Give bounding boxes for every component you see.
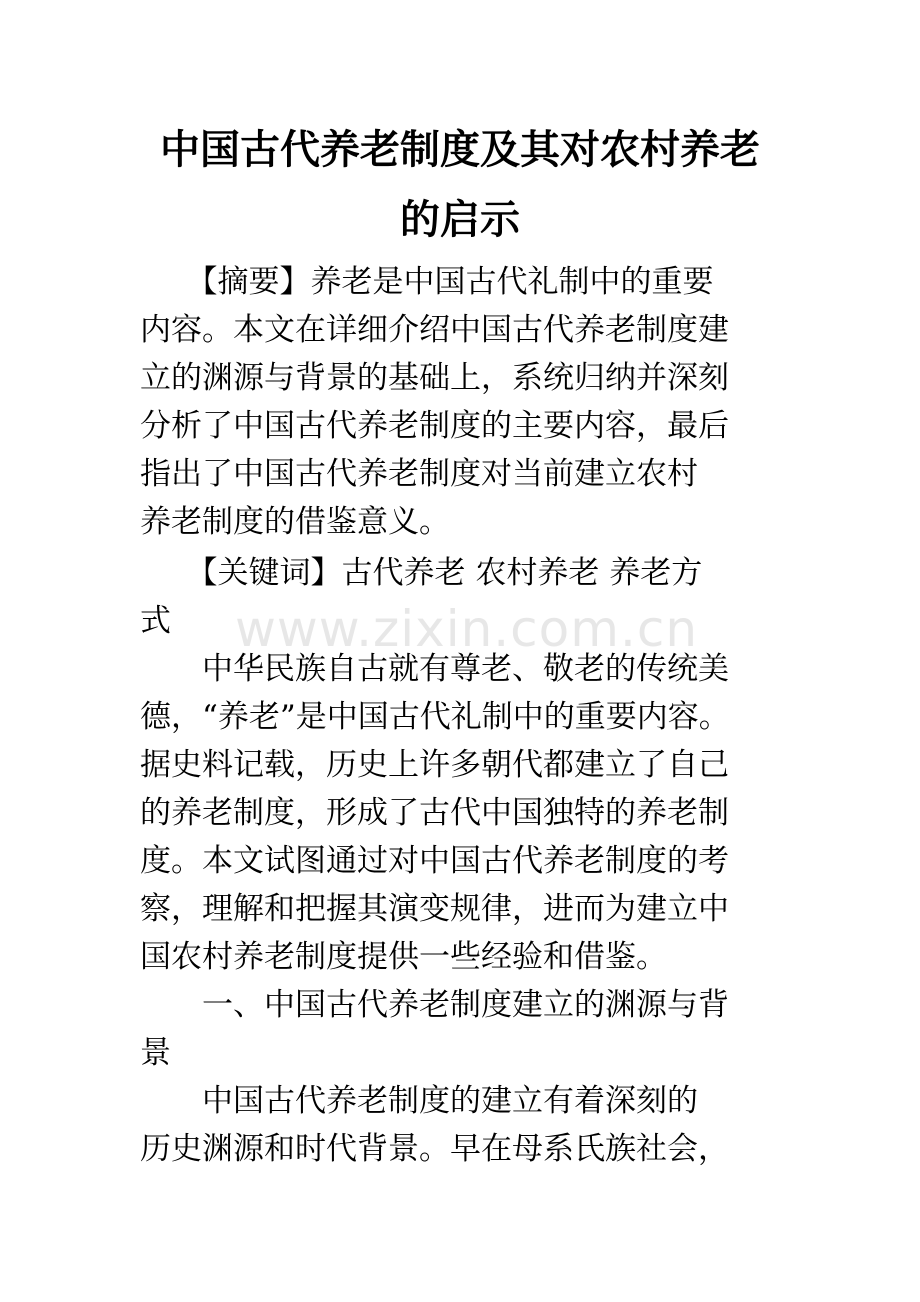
body-line: 中华民族自古就有尊老、敬老的传统美 <box>140 651 729 687</box>
body-line: 中国古代养老制度的建立有着深刻的 <box>140 1083 698 1119</box>
abstract-line: 指出了中国古代养老制度对当前建立农村 <box>140 456 698 492</box>
body-line: 的养老制度，形成了古代中国独特的养老制 <box>140 795 729 831</box>
watermark: www.zixin.com.cn <box>235 600 699 658</box>
body-line: 度。本文试图通过对中国古代养老制度的考 <box>140 843 729 879</box>
abstract-line: 内容。本文在详细介绍中国古代养老制度建 <box>140 312 729 348</box>
section-heading-line: 一、中国古代养老制度建立的渊源与背 <box>140 987 729 1023</box>
abstract-line: 立的渊源与背景的基础上，系统归纳并深刻 <box>140 360 729 396</box>
abstract-line: 养老制度的借鉴意义。 <box>140 504 450 540</box>
body-line: 察，理解和把握其演变规律，进而为建立中 <box>140 891 729 927</box>
document-title-line-2: 的启示 <box>400 197 520 243</box>
abstract-line: 【摘要】养老是中国古代礼制中的重要 <box>140 264 714 300</box>
keywords-line: 式 <box>140 603 171 639</box>
document-title-line-1: 中国古代养老制度及其对农村养老 <box>160 127 760 173</box>
body-line: 据史料记载，历史上许多朝代都建立了自己 <box>140 747 729 783</box>
abstract-line: 分析了中国古代养老制度的主要内容，最后 <box>140 408 729 444</box>
body-line: 历史渊源和时代背景。早在母系氏族社会， <box>140 1131 729 1167</box>
keywords-line: 【关键词】古代养老 农村养老 养老方 <box>140 555 703 591</box>
body-line: 德，“养老”是中国古代礼制中的重要内容。 <box>140 699 730 735</box>
section-heading-line: 景 <box>140 1035 171 1071</box>
body-line: 国农村养老制度提供一些经验和借鉴。 <box>140 939 667 975</box>
